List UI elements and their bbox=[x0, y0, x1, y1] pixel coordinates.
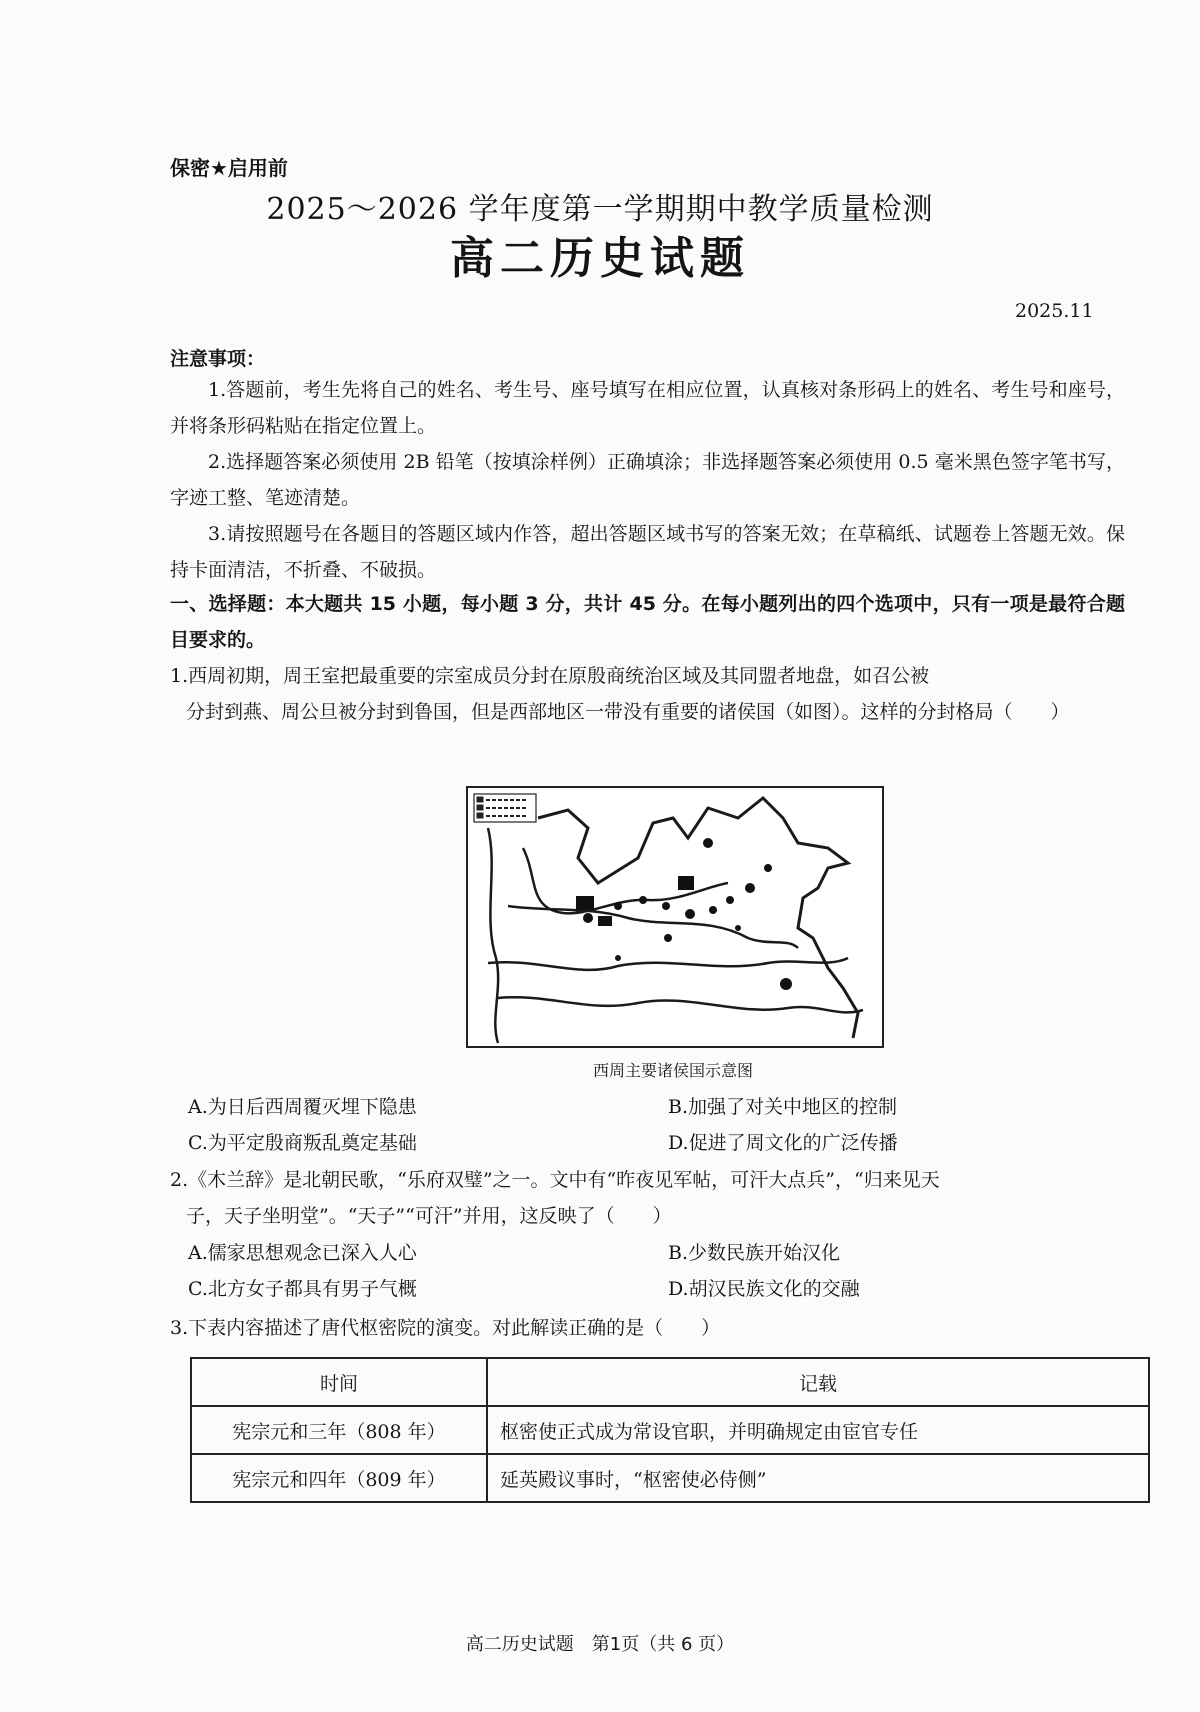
question-2-stem bbox=[170, 1162, 1125, 1234]
question-3-table bbox=[190, 1357, 1150, 1503]
question-2-option-c: C.北方女子都具有男子气概 bbox=[188, 1278, 417, 1300]
western-boundary bbox=[488, 828, 498, 1043]
note-item-2: 2.选择题答案必须使用 2B 铅笔（按填涂样例）正确填涂；非选择题答案必须使用 0.5 毫米黑色签字笔书写，字迹工整、笔迹清楚。 bbox=[170, 451, 1125, 509]
map-legend-marks bbox=[477, 797, 528, 818]
question-2-option-d: D.胡汉民族文化的交融 bbox=[668, 1278, 860, 1300]
question-1-option-d: D.促进了周文化的广泛传播 bbox=[668, 1132, 898, 1154]
note-item-1: 1.答题前，考生先将自己的姓名、考生号、座号填写在相应位置，认真核对条形码上的姓名、考生号和座号，并将条形码粘贴在指定位置上。 bbox=[170, 379, 1125, 437]
question-3-stem: 3.下表内容描述了唐代枢密院的演变。对此解读正确的是（ ） bbox=[170, 1317, 721, 1339]
wei-river bbox=[508, 906, 798, 948]
question-1-stem-line1: 1.西周初期，周王室把最重要的宗室成员分封在原殷商统治区域及其同盟者地盘，如召公被 bbox=[170, 665, 930, 687]
question-1-option-a: A.为日后西周覆灭埋下隐患 bbox=[188, 1096, 417, 1118]
question-2-option-a: A.儒家思想观念已深入人心 bbox=[188, 1242, 417, 1264]
table-cell-time: 宪宗元和三年（808 年） bbox=[191, 1406, 487, 1454]
exam-date: 2025.11 bbox=[1015, 300, 1094, 322]
page-footer: 高二历史试题 第1页（共 6 页） bbox=[465, 1634, 735, 1655]
question-2-stem-line1: 2.《木兰辞》是北朝民歌，“乐府双璧”之一。文中有“昨夜见军帖，可汗大点兵”，“归来见天 bbox=[170, 1169, 940, 1191]
table-cell-record: 枢密使正式成为常设官职，并明确规定由宦官专任 bbox=[487, 1406, 1149, 1454]
notes-heading: 注意事项： bbox=[170, 348, 266, 370]
question-1-option-b: B.加强了对关中地区的控制 bbox=[668, 1096, 898, 1118]
subject-title: 高二历史试题 bbox=[450, 233, 750, 284]
note-item-3: 3.请按照题号在各题目的答题区域内作答，超出答题区域书写的答案无效；在草稿纸、试题卷上答题无效。保持卡面清洁，不折叠、不破损。 bbox=[170, 523, 1125, 581]
table-cell-time: 宪宗元和四年（809 年） bbox=[191, 1454, 487, 1502]
southern-river bbox=[488, 958, 848, 970]
table-row bbox=[191, 1406, 1149, 1454]
question-2-option-b: B.少数民族开始汉化 bbox=[668, 1242, 841, 1264]
table-cell-record: 延英殿议事时，“枢密使必侍侧” bbox=[487, 1454, 1149, 1502]
question-1-option-c: C.为平定殷商叛乱奠定基础 bbox=[188, 1132, 417, 1154]
question-1-stem-continued: 分封到燕、周公旦被分封到鲁国，但是西部地区一带没有重要的诸侯国（如图）。这样的分封格局（ ） bbox=[186, 701, 1070, 723]
confidential-label: 保密★启用前 bbox=[170, 156, 288, 180]
exam-title: 2025～2026 学年度第一学期期中教学质量检测 bbox=[266, 192, 934, 227]
question-1-stem bbox=[170, 658, 1125, 730]
map-drawing bbox=[468, 788, 882, 1046]
question-2-stem-continued: 子，天子坐明堂”。“天子”“可汗”并用，这反映了（ ） bbox=[186, 1205, 672, 1227]
table-header-time: 时间 bbox=[191, 1358, 487, 1406]
western-zhou-map bbox=[466, 786, 884, 1048]
yangtze-river bbox=[498, 997, 863, 1012]
table-header-record: 记载 bbox=[487, 1358, 1149, 1406]
table-header-row bbox=[191, 1358, 1149, 1406]
yellow-river bbox=[523, 848, 728, 913]
section-heading: 一、选择题：本大题共 15 小题，每小题 3 分，共计 45 分。在每小题列出的四个选项中，只有一项是最符合题目要求的。 bbox=[170, 593, 1125, 651]
table-row bbox=[191, 1454, 1149, 1502]
map-caption: 西周主要诸侯国示意图 bbox=[592, 1061, 753, 1080]
